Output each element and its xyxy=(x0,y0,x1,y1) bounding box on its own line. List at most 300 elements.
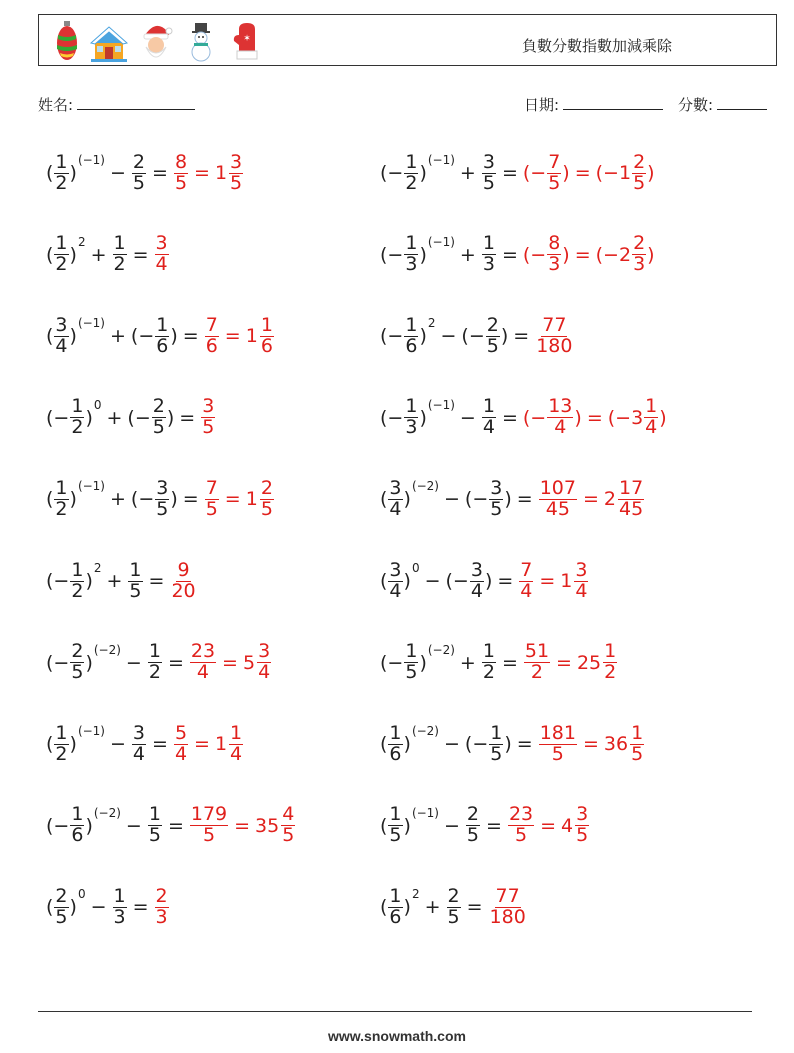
numerator: 3 xyxy=(230,150,243,173)
denominator: 5 xyxy=(55,905,68,928)
answer-paren: (−2 xyxy=(595,243,632,266)
numerator: 7 xyxy=(548,150,561,173)
answer-paren: (−1 xyxy=(595,162,632,184)
operator: = xyxy=(466,896,483,919)
answer-fraction xyxy=(205,313,219,357)
numerator: 107 xyxy=(539,476,576,499)
answer-fraction xyxy=(539,721,577,765)
paren: ) xyxy=(170,488,178,511)
exponent: (−2) xyxy=(93,642,121,657)
denominator: 2 xyxy=(113,253,126,276)
answer-operator: = xyxy=(194,162,210,184)
answer-fraction xyxy=(618,476,644,520)
fraction xyxy=(70,397,84,438)
denominator: 2 xyxy=(148,661,161,684)
denominator: 5 xyxy=(490,742,503,765)
numerator: 23 xyxy=(508,803,534,826)
answer-fraction xyxy=(524,642,550,683)
numerator: 1 xyxy=(389,721,402,744)
numerator: 1 xyxy=(645,395,658,418)
fraction xyxy=(482,642,496,683)
fraction xyxy=(132,150,146,194)
fraction xyxy=(152,397,166,438)
numerator: 1 xyxy=(490,721,503,744)
paren: ) xyxy=(403,570,411,592)
numerator: 3 xyxy=(132,721,146,744)
paren: ) xyxy=(504,488,512,511)
answer-whole-number: 36 xyxy=(603,733,629,756)
answer-operator: = xyxy=(586,406,603,429)
operator: = xyxy=(501,651,518,674)
paren: (− xyxy=(380,325,404,348)
operator: = xyxy=(501,406,518,429)
answer-fraction xyxy=(229,150,243,194)
numerator: 2 xyxy=(152,395,165,418)
answer-paren: ) xyxy=(647,243,655,266)
paren: ) xyxy=(500,325,509,348)
paren: (− xyxy=(46,651,70,674)
numerator: 7 xyxy=(520,558,533,581)
exponent: (−1) xyxy=(427,397,455,412)
answer-whole-number: 1 xyxy=(560,570,573,592)
denominator: 4 xyxy=(389,497,402,520)
answer-fraction xyxy=(508,805,534,846)
paren: ( xyxy=(46,325,54,348)
exponent: (−2) xyxy=(411,724,439,739)
denominator: 4 xyxy=(482,416,495,439)
numerator: 3 xyxy=(576,803,589,826)
answer-operator: = xyxy=(540,814,557,837)
denominator: 2 xyxy=(55,742,68,765)
paren: ) xyxy=(85,406,93,429)
numerator: 1 xyxy=(55,476,68,499)
answer-fraction xyxy=(281,805,295,846)
answer-paren: ) xyxy=(574,406,582,429)
numerator: 1 xyxy=(482,232,495,255)
numerator: 1 xyxy=(230,721,243,744)
answer-whole-number: 5 xyxy=(242,651,256,674)
paren: ) xyxy=(85,814,93,837)
denominator: 20 xyxy=(171,579,196,602)
numerator: 1 xyxy=(148,803,161,826)
numerator: 8 xyxy=(174,150,188,173)
numerator: 1 xyxy=(631,721,644,744)
numerator: 23 xyxy=(190,640,216,663)
paren: ) xyxy=(69,896,77,919)
denominator: 4 xyxy=(230,742,243,765)
problem-item xyxy=(380,387,667,449)
answer-fraction xyxy=(547,397,573,438)
paren: ) xyxy=(69,162,77,184)
problem-item xyxy=(380,795,590,857)
denominator: 4 xyxy=(258,661,271,684)
numerator: 2 xyxy=(466,803,480,826)
numerator: 3 xyxy=(470,558,483,581)
numerator: 1 xyxy=(405,232,418,255)
answer-operator: = xyxy=(556,651,572,674)
operator: = xyxy=(182,325,199,348)
numerator: 3 xyxy=(55,313,68,336)
answer-operator: = xyxy=(194,733,210,756)
denominator: 4 xyxy=(55,334,68,357)
answer-paren: ) xyxy=(647,162,655,184)
exponent: (−1) xyxy=(411,805,439,820)
numerator: 7 xyxy=(205,476,218,499)
answer-fraction xyxy=(170,558,196,602)
numerator: 3 xyxy=(575,558,588,581)
operator: + xyxy=(110,325,126,348)
fraction xyxy=(404,642,418,683)
date-label: 日期: xyxy=(524,96,560,114)
fraction xyxy=(404,313,418,357)
paren: ( xyxy=(46,162,54,184)
denominator: 4 xyxy=(389,579,402,602)
numerator: 2 xyxy=(486,313,499,336)
numerator: 1 xyxy=(156,313,169,336)
fraction xyxy=(482,150,496,194)
numerator: 5 xyxy=(174,721,188,744)
numerator: 17 xyxy=(618,476,644,499)
fraction xyxy=(70,558,84,602)
paren: ) xyxy=(69,733,77,756)
denominator: 5 xyxy=(152,416,165,439)
denominator: 3 xyxy=(113,905,126,928)
answer-whole-number: 4 xyxy=(561,814,574,837)
fraction xyxy=(113,884,127,928)
operator: + xyxy=(106,406,123,429)
answer-fraction xyxy=(603,642,617,683)
operator: − xyxy=(125,651,142,674)
paren: (− xyxy=(380,162,404,184)
numerator: 181 xyxy=(539,721,576,744)
worksheet-title: 負數分數指數加減乘除 xyxy=(521,37,672,55)
denominator: 5 xyxy=(156,497,169,520)
paren: (− xyxy=(461,325,485,348)
fraction xyxy=(128,558,142,602)
fraction xyxy=(482,234,496,275)
operator: − xyxy=(459,406,476,429)
fraction xyxy=(132,721,146,765)
fraction xyxy=(148,642,162,683)
denominator: 3 xyxy=(482,253,495,276)
numerator: 2 xyxy=(633,232,646,255)
exponent: (−1) xyxy=(77,724,105,739)
fraction xyxy=(388,884,402,928)
operator: = xyxy=(501,162,518,184)
operator: = xyxy=(516,733,533,756)
answer-fraction xyxy=(519,558,533,602)
denominator: 45 xyxy=(618,497,644,520)
exponent: 0 xyxy=(411,561,420,575)
paren: ( xyxy=(46,488,54,511)
denominator: 2 xyxy=(55,497,68,520)
numerator: 1 xyxy=(405,640,418,663)
answer-operator: = xyxy=(582,733,599,756)
fraction xyxy=(388,721,402,765)
problem-item xyxy=(380,876,528,938)
exponent: 0 xyxy=(93,397,102,412)
answer-operator: = xyxy=(574,243,591,266)
numerator: 2 xyxy=(71,640,84,663)
footer-divider xyxy=(38,1011,752,1012)
numerator: 9 xyxy=(177,558,190,581)
exponent: (−2) xyxy=(93,805,121,820)
numerator: 1 xyxy=(389,884,402,907)
denominator: 2 xyxy=(482,661,495,684)
operator: = xyxy=(132,243,149,266)
answer-paren: ) xyxy=(659,406,667,429)
denominator: 6 xyxy=(405,334,418,357)
answer-fraction xyxy=(190,805,228,846)
denominator: 4 xyxy=(575,579,588,602)
paren: (− xyxy=(380,406,404,429)
numerator: 3 xyxy=(258,640,271,663)
answer-fraction xyxy=(174,150,188,194)
numerator: 2 xyxy=(447,884,460,907)
fraction xyxy=(54,234,68,275)
numerator: 77 xyxy=(495,884,520,907)
problem-item xyxy=(46,305,275,367)
denominator: 2 xyxy=(405,171,418,194)
paren: ) xyxy=(69,325,77,348)
paren: ) xyxy=(170,325,178,348)
denominator: 5 xyxy=(148,824,161,847)
denominator: 6 xyxy=(205,334,218,357)
problem-item xyxy=(46,550,198,612)
answer-paren: (− xyxy=(522,243,547,266)
paren: (− xyxy=(380,651,404,674)
denominator: 5 xyxy=(490,497,503,520)
paren: ) xyxy=(85,651,93,674)
answer-paren: (− xyxy=(522,406,547,429)
numerator: 3 xyxy=(156,476,169,499)
operator: + xyxy=(459,162,476,184)
paren: (− xyxy=(46,406,70,429)
fraction xyxy=(70,805,84,846)
paren: ) xyxy=(419,243,427,266)
paren: ) xyxy=(419,162,427,184)
denominator: 5 xyxy=(260,497,273,520)
denominator: 2 xyxy=(55,253,68,276)
numerator: 1 xyxy=(405,313,418,336)
denominator: 45 xyxy=(545,497,570,520)
paren: ) xyxy=(69,488,77,511)
svg-text:✶: ✶ xyxy=(243,33,251,43)
paren: ) xyxy=(484,570,493,592)
answer-whole-number: 1 xyxy=(245,488,258,511)
denominator: 180 xyxy=(489,905,526,928)
operator: = xyxy=(516,488,533,511)
operator: = xyxy=(182,488,199,511)
operator: = xyxy=(497,570,514,592)
paren: ( xyxy=(380,733,388,756)
numerator: 1 xyxy=(482,640,495,663)
fraction xyxy=(148,805,162,846)
answer-fraction xyxy=(174,721,188,765)
exponent: 2 xyxy=(411,887,420,902)
denominator: 2 xyxy=(71,579,84,602)
denominator: 6 xyxy=(71,824,84,847)
operator: = xyxy=(167,814,184,837)
operator: + xyxy=(106,570,123,592)
answer-fraction xyxy=(155,234,169,275)
exponent: (−1) xyxy=(77,153,105,167)
answer-paren: (− xyxy=(522,162,547,184)
problem-item xyxy=(46,713,244,775)
fraction xyxy=(447,884,461,928)
answer-whole-number: 25 xyxy=(576,651,602,674)
operator: − xyxy=(444,814,460,837)
numerator: 8 xyxy=(548,232,561,255)
operator: + xyxy=(90,243,107,266)
fraction xyxy=(155,476,169,520)
fraction xyxy=(489,721,503,765)
paren: ) xyxy=(85,570,93,592)
operator: = xyxy=(486,814,502,837)
answer-fraction xyxy=(257,642,271,683)
exponent: (−1) xyxy=(427,234,455,249)
numerator: 1 xyxy=(55,232,68,255)
denominator: 4 xyxy=(554,416,567,439)
numerator: 3 xyxy=(202,395,215,418)
operator: − xyxy=(424,570,441,592)
numerator: 179 xyxy=(190,803,228,826)
operator: − xyxy=(110,162,126,184)
numerator: 4 xyxy=(282,803,295,826)
answer-operator: = xyxy=(234,814,251,837)
denominator: 4 xyxy=(645,416,658,439)
problem-item xyxy=(46,224,170,286)
paren: (− xyxy=(46,814,70,837)
operator: − xyxy=(444,488,460,511)
fraction xyxy=(113,234,127,275)
numerator: 7 xyxy=(205,313,218,336)
numerator: 3 xyxy=(389,476,402,499)
denominator: 4 xyxy=(155,253,168,276)
fraction xyxy=(482,397,496,438)
paren: ) xyxy=(403,814,411,837)
fraction xyxy=(486,313,500,357)
denominator: 5 xyxy=(132,171,146,194)
numerator: 1 xyxy=(148,640,161,663)
denominator: 3 xyxy=(405,416,418,439)
exponent: (−1) xyxy=(77,316,105,331)
answer-fraction xyxy=(632,234,646,275)
numerator: 1 xyxy=(55,721,68,744)
paren: (− xyxy=(46,570,70,592)
denominator: 5 xyxy=(447,905,460,928)
denominator: 5 xyxy=(389,824,402,847)
paren: ( xyxy=(380,896,388,919)
answer-fraction xyxy=(547,234,561,275)
denominator: 5 xyxy=(633,171,646,194)
denominator: 2 xyxy=(604,661,617,684)
answer-fraction xyxy=(489,884,527,928)
fraction xyxy=(404,234,418,275)
answer-operator: = xyxy=(539,570,556,592)
denominator: 4 xyxy=(174,742,188,765)
denominator: 4 xyxy=(520,579,533,602)
operator: − xyxy=(90,896,107,919)
answer-operator: = xyxy=(574,162,591,184)
answer-operator: = xyxy=(582,488,599,511)
answer-paren: ) xyxy=(562,162,570,184)
numerator: 2 xyxy=(260,476,273,499)
numerator: 51 xyxy=(524,640,550,663)
denominator: 5 xyxy=(71,661,84,684)
paren: (− xyxy=(127,406,151,429)
problem-item xyxy=(380,142,655,204)
answer-whole-number: 1 xyxy=(214,162,228,184)
denominator: 3 xyxy=(155,905,168,928)
denominator: 5 xyxy=(486,334,499,357)
answer-whole-number: 1 xyxy=(245,325,258,348)
fraction xyxy=(54,476,68,520)
answer-operator: = xyxy=(222,651,238,674)
fraction xyxy=(54,150,68,194)
denominator: 5 xyxy=(551,742,564,765)
paren: (− xyxy=(445,570,469,592)
problem-item xyxy=(46,795,296,857)
operator: = xyxy=(501,243,518,266)
operator: − xyxy=(110,733,126,756)
denominator: 5 xyxy=(576,824,589,847)
paren: ) xyxy=(403,488,411,511)
paren: ) xyxy=(403,733,411,756)
numerator: 3 xyxy=(490,476,503,499)
fraction xyxy=(489,476,503,520)
denominator: 4 xyxy=(196,661,209,684)
answer-fraction xyxy=(630,721,644,765)
operator: − xyxy=(444,733,460,756)
operator: + xyxy=(424,896,441,919)
answer-whole-number: 35 xyxy=(255,814,280,837)
paren: ( xyxy=(380,488,388,511)
denominator: 5 xyxy=(205,497,218,520)
problem-item xyxy=(46,876,170,938)
paren: ) xyxy=(419,651,427,674)
denominator: 6 xyxy=(389,905,402,928)
answer-fraction xyxy=(260,476,274,520)
denominator: 6 xyxy=(156,334,169,357)
exponent: 0 xyxy=(77,887,86,902)
denominator: 6 xyxy=(389,742,402,765)
denominator: 5 xyxy=(514,824,528,847)
fraction xyxy=(70,642,84,683)
problem-item xyxy=(380,550,589,612)
denominator: 5 xyxy=(174,171,188,194)
answer-fraction xyxy=(205,476,219,520)
numerator: 2 xyxy=(155,884,168,907)
numerator: 3 xyxy=(155,232,168,255)
operator: = xyxy=(152,162,168,184)
paren: ( xyxy=(380,814,388,837)
operator: = xyxy=(513,325,530,348)
answer-fraction xyxy=(155,884,169,928)
exponent: 2 xyxy=(77,234,86,249)
operator: − xyxy=(125,814,142,837)
answer-operator: = xyxy=(224,488,241,511)
answer-operator: = xyxy=(224,325,241,348)
numerator: 3 xyxy=(389,558,402,581)
paren: ) xyxy=(166,406,175,429)
answer-fraction xyxy=(547,150,561,194)
denominator: 5 xyxy=(548,171,561,194)
problem-item xyxy=(46,468,275,530)
denominator: 5 xyxy=(282,824,295,847)
fraction xyxy=(54,721,68,765)
denominator: 5 xyxy=(482,171,495,194)
